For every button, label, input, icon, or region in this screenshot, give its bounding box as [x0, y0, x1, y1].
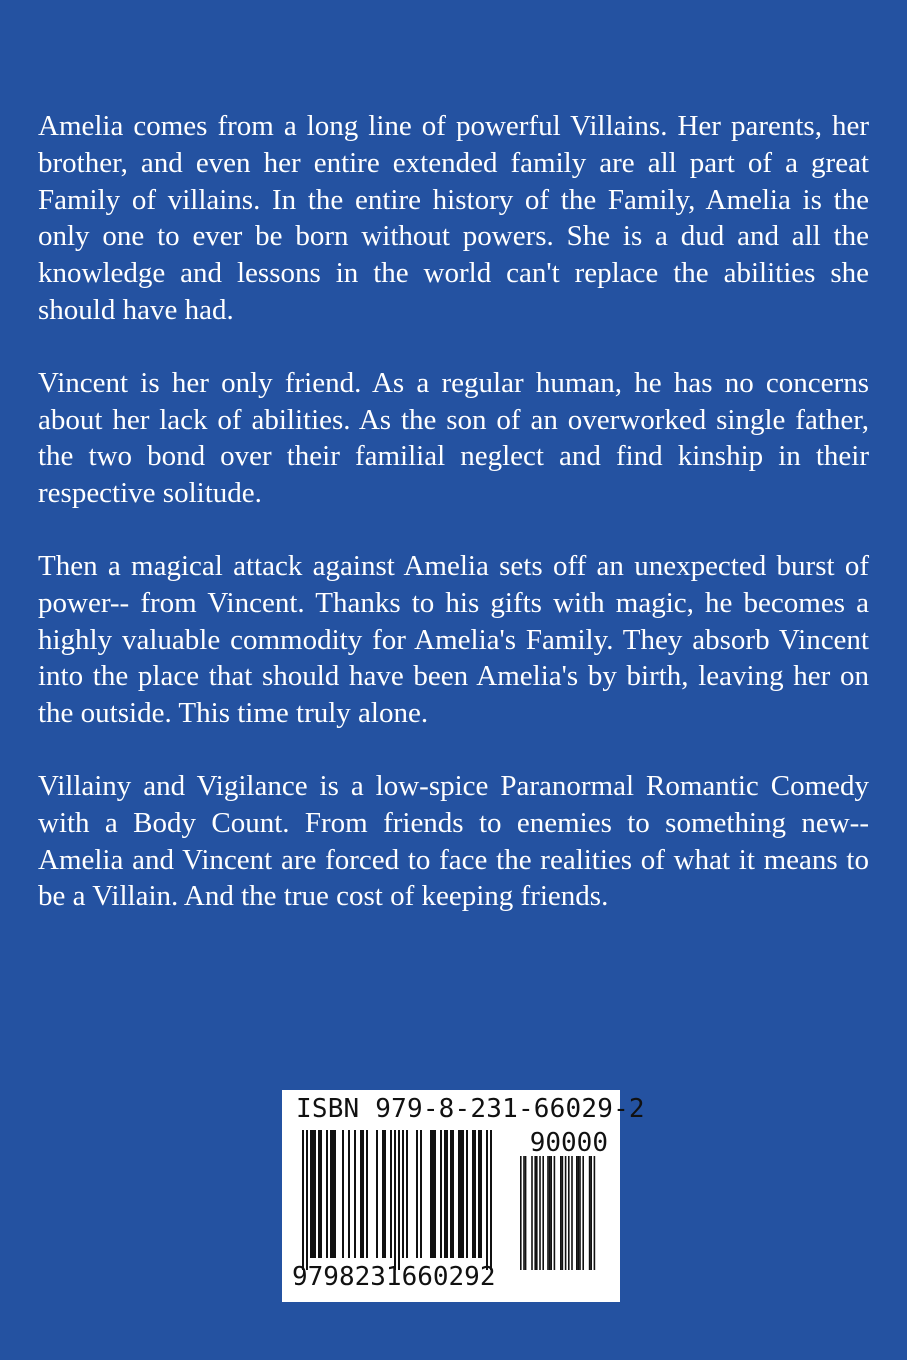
barcode-bar — [458, 1130, 460, 1258]
barcode-bar — [434, 1130, 436, 1258]
barcode-bar — [466, 1130, 468, 1258]
addon-bar — [560, 1156, 562, 1270]
isbn-label: ISBN 979-8-231-66029-2 — [296, 1094, 645, 1124]
addon-bar — [539, 1156, 541, 1270]
barcode-bar — [472, 1130, 474, 1258]
addon-bar — [542, 1156, 544, 1270]
addon-bar — [582, 1156, 584, 1270]
addon-bar — [549, 1156, 551, 1270]
addon-bar — [523, 1156, 525, 1270]
barcode-bar — [480, 1130, 482, 1258]
barcode-bar — [474, 1130, 476, 1258]
blurb-paragraph-3: Then a magical attack against Amelia sets off an unexpected burst of power-- from Vincent. Thanks to his gifts with magic, he becomes a highly valuable commodity for Amelia's Family. They absorb Vincent into the place that should have been Amelia's by birth, leaving her on the outside. This time truly alone. — [38, 549, 869, 730]
barcode-bar — [462, 1130, 464, 1258]
barcode-bar — [382, 1130, 384, 1258]
barcode-bar — [402, 1130, 404, 1258]
addon-bar — [547, 1156, 549, 1270]
addon-bar — [571, 1156, 573, 1270]
addon-bar — [579, 1156, 581, 1270]
barcode-bar — [330, 1130, 332, 1258]
blurb-paragraph-1: Amelia comes from a long line of powerful Villains. Her parents, her brother, and even her entire extended family are all part of a great Family of villains. In the entire history of the Family, Amelia is the only one to ever be born without powers. She is a dud and all the knowledge and lessons in the world can't replace the abilities she should have had. — [38, 110, 869, 326]
barcode-bar — [430, 1130, 432, 1258]
barcode-bar — [362, 1130, 364, 1258]
addon-bar — [590, 1156, 592, 1270]
barcode-bar — [416, 1130, 418, 1258]
price-code: 90000 — [529, 1128, 608, 1158]
blurb — [38, 108, 869, 951]
addon-bar — [531, 1156, 533, 1270]
barcode-bar — [302, 1130, 304, 1270]
barcode-bar — [312, 1130, 314, 1258]
addon-bar — [554, 1156, 556, 1270]
barcode-bar — [450, 1130, 452, 1258]
addon-bar — [568, 1156, 570, 1270]
barcode-bar — [314, 1130, 316, 1258]
barcode-bar — [306, 1130, 308, 1270]
barcode-bar — [446, 1130, 448, 1258]
isbn-barcode — [282, 1090, 645, 1302]
addon-bar — [520, 1156, 522, 1270]
blurb-paragraph-2: Vincent is her only friend. As a regular human, he has no concerns about her lack of abilities. As the son of an overworked single father, the two bond over their familial neglect and find kinship in their respective solitude. — [38, 366, 869, 510]
barcode-bar — [326, 1130, 328, 1258]
barcode-bar — [398, 1130, 400, 1270]
barcode-bar — [394, 1130, 396, 1270]
addon-bar — [525, 1156, 527, 1270]
addon-bar — [562, 1156, 564, 1270]
barcode-bar — [354, 1130, 356, 1258]
barcode-bar — [360, 1130, 362, 1258]
addon-bar — [578, 1156, 580, 1270]
barcode-bar — [440, 1130, 442, 1258]
barcode-bar — [348, 1130, 350, 1258]
barcode-bar — [390, 1130, 392, 1258]
barcode-bar — [310, 1130, 312, 1258]
addon-bar — [576, 1156, 578, 1270]
barcode-bar — [342, 1130, 344, 1258]
addon-bar — [565, 1156, 567, 1270]
barcode-bar — [334, 1130, 336, 1258]
barcode-bar — [332, 1130, 334, 1258]
addon-bar — [594, 1156, 596, 1270]
addon-bar — [589, 1156, 591, 1270]
barcode-bar — [490, 1130, 492, 1270]
barcode-bar — [486, 1130, 488, 1270]
blurb-paragraph-4: Villainy and Vigilance is a low-spice Paranormal Romantic Comedy with a Body Count. From friends to enemies to something new-- Amelia and Vincent are forced to face the realities of what it means to be a Villain. And the true cost of keeping friends. — [38, 769, 869, 913]
barcode-bar — [366, 1130, 368, 1258]
barcode-bar — [452, 1130, 454, 1258]
barcode-bar — [478, 1130, 480, 1258]
barcode-bar — [376, 1130, 378, 1258]
barcode-bar — [406, 1130, 408, 1258]
barcode-bar — [432, 1130, 434, 1258]
barcode-bar — [444, 1130, 446, 1258]
addon-bar — [550, 1156, 552, 1270]
barcode-bar — [320, 1130, 322, 1258]
barcode-bar — [420, 1130, 422, 1258]
barcode-bar — [318, 1130, 320, 1258]
barcode-bar — [384, 1130, 386, 1258]
addon-bar — [536, 1156, 538, 1270]
barcode-bar — [460, 1130, 462, 1258]
barcode-digits: 9798231660292 — [292, 1262, 496, 1292]
addon-bar — [534, 1156, 536, 1270]
